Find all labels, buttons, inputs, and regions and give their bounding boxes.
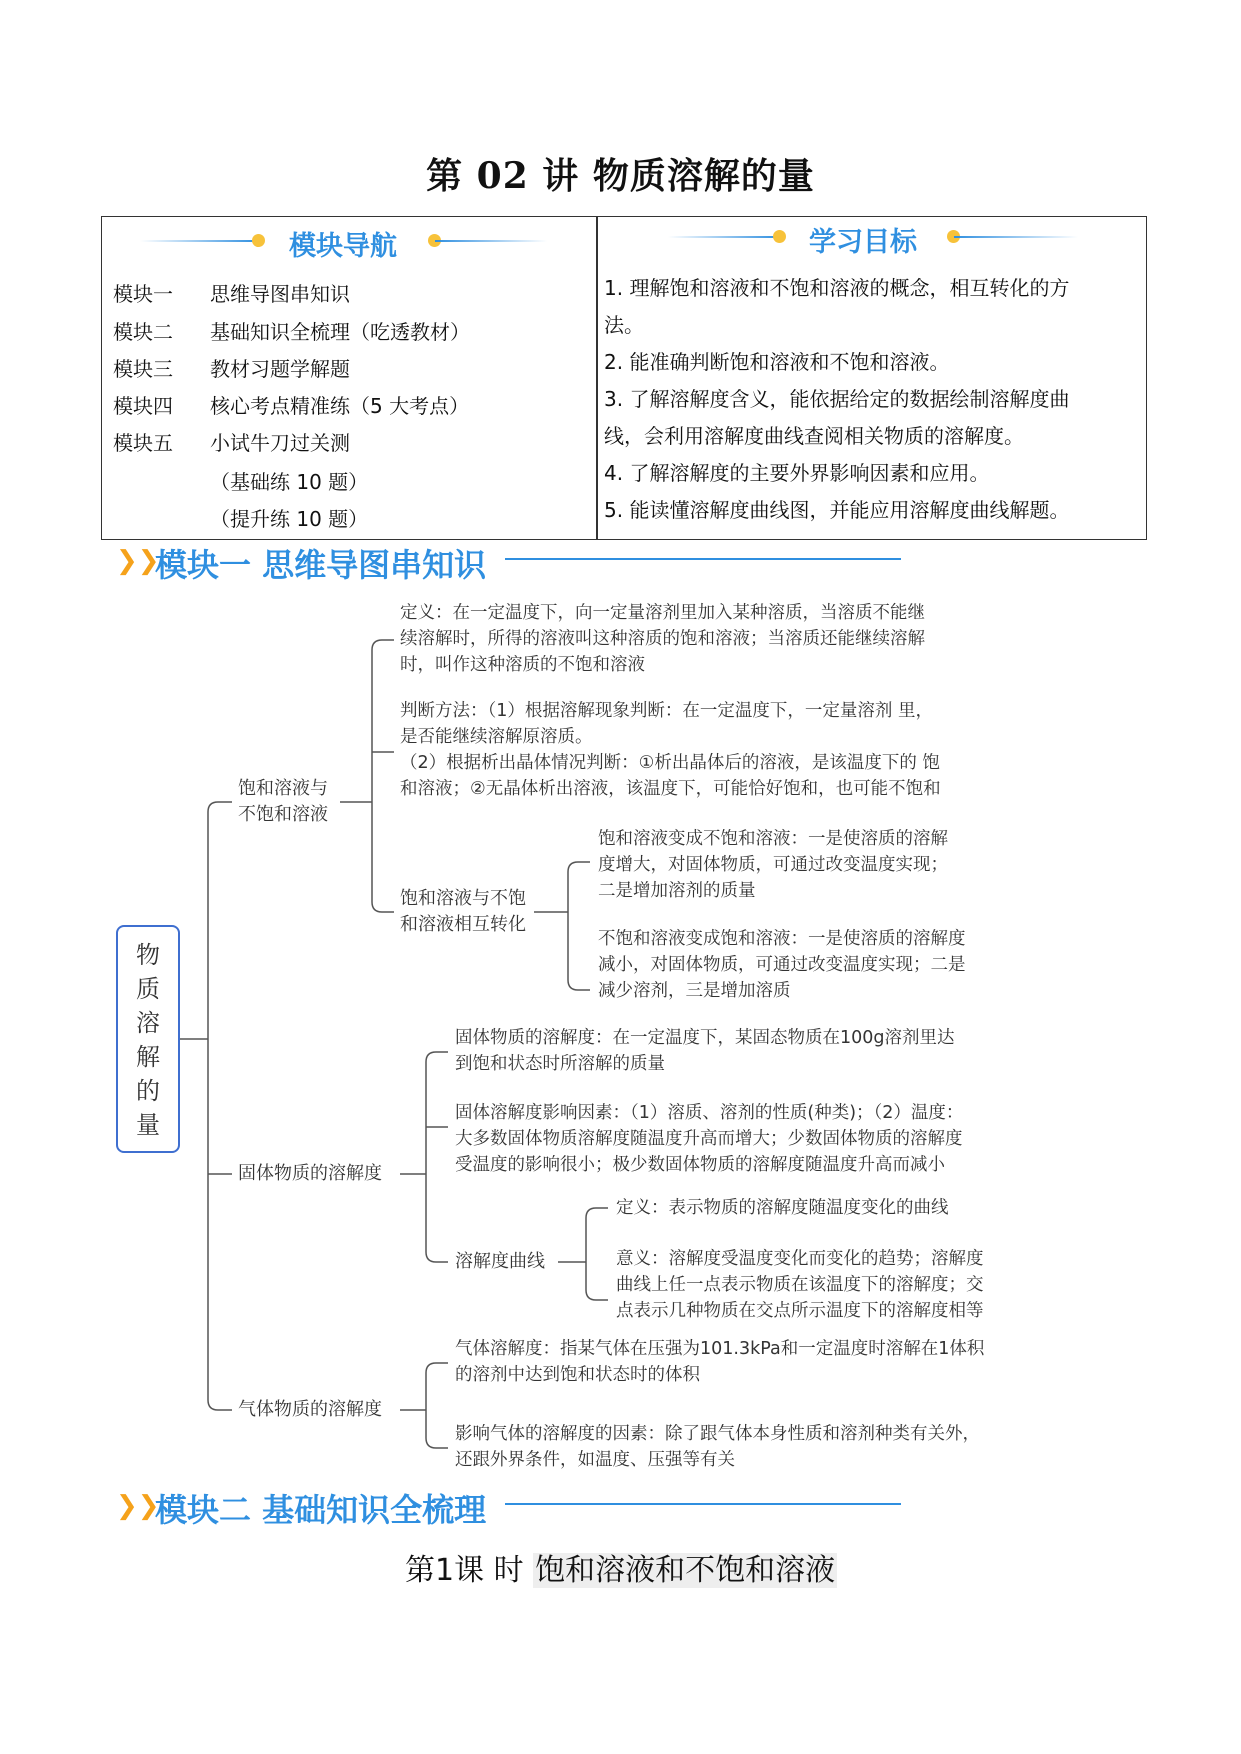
gas-solubility-factors: 影响气体的溶解度的因素：除了跟气体本身性质和溶剂种类有关外， 还跟外界条件，如温度、压强等有关 [455,1424,980,1470]
nav-item-6: （基础练 10 题） [210,470,369,494]
nav-heading: 模块导航 [289,231,397,262]
judgement-method: 判断方法：（1）根据溶解现象判断：在一定温度下，一定量溶剂 里， 是否能继续溶解原溶质。 （2）根据析出晶体情况判断：①析出晶体后的溶液，是该温度下的 饱 和溶液；②无晶体析出溶液，该温度下，可能恰好饱和，也可能不饱和 [400,701,941,799]
section-2-rule [505,1503,901,1505]
section-1-title: 模块一 思维导图串知识 [155,546,487,584]
mutual-conversion: 饱和溶液与不饱 和溶液相互转化 [400,888,526,935]
lesson-number: 第1课 时 [405,1553,524,1588]
goal-line-3: 2. 能准确判断饱和溶液和不饱和溶液。 [604,350,950,374]
nav-module-5: 模块五 [113,431,173,455]
branch-solid-solubility: 固体物质的溶解度 [238,1163,382,1184]
goals-heading: 学习目标 [809,227,917,258]
nav-item-3: 教材习题学解题 [210,357,350,381]
saturated-definition: 定义：在一定温度下，向一定量溶剂里加入某种溶质，当溶质不能继 续溶解时，所得的溶液叫这种溶质的饱和溶液；当溶质还能继续溶解 时，叫作这种溶质的不饱和溶液 [400,603,925,675]
solubility-curve: 溶解度曲线 [455,1251,545,1272]
nav-module-3: 模块三 [113,357,173,381]
nav-module-1: 模块一 [113,282,173,306]
nav-item-5: 小试牛刀过关测 [210,431,350,455]
page-title: 第 02 讲 物质溶解的量 [426,155,815,197]
mindmap-root: 物 质 溶 解 的 量 [136,941,160,1139]
nav-item-2: 基础知识全梳理（吃透教材） [210,320,470,344]
goal-line-1: 1. 理解饱和溶液和不饱和溶液的概念，相互转化的方 [604,276,1070,300]
saturated-to-unsaturated: 饱和溶液变成不饱和溶液：一是使溶质的溶解 度增大，对固体物质，可通过改变温度实现； 二是增加溶剂的质量 [598,829,948,901]
solid-solubility-factors: 固体溶解度影响因素：（1）溶质、溶剂的性质(种类)；（2）温度： 大多数固体物质溶解度随温度升高而增大；少数固体物质的溶解度 受温度的影响很小；极少数固体物质的溶解度随温度升高而减小 [455,1103,964,1175]
lesson-heading [405,1545,837,1589]
double-chevron-icon: ❯❯ [116,1491,160,1521]
nav-item-4: 核心考点精准练（5 大考点） [210,394,470,418]
unsaturated-to-saturated: 不饱和溶液变成饱和溶液：一是使溶质的溶解度 减小，对固体物质，可通过改变温度实现；二是 减少溶剂，三是增加溶质 [598,929,966,1001]
curve-definition: 定义：表示物质的溶解度随温度变化的曲线 [616,1198,949,1218]
branch-saturated-solution: 饱和溶液与 不饱和溶液 [238,778,328,825]
nav-module-4: 模块四 [113,394,173,418]
curve-meaning: 意义：溶解度受温度变化而变化的趋势；溶解度 曲线上任一点表示物质在该温度下的溶解度；交 点表示几种物质在交点所示温度下的溶解度相等 [616,1249,984,1321]
branch-gas-solubility: 气体物质的溶解度 [238,1399,382,1420]
solid-solubility-definition: 固体物质的溶解度：在一定温度下，某固态物质在100g溶剂里达 到饱和状态时所溶解的质量 [455,1028,955,1074]
goal-line-7: 5. 能读懂溶解度曲线图，并能应用溶解度曲线解题。 [604,498,1070,522]
gas-solubility-definition: 气体溶解度：指某气体在压强为101.3kPa和一定温度时溶解在1体积 的溶剂中达到饱和状态时的体积 [455,1339,985,1385]
nav-module-2: 模块二 [113,320,173,344]
section-2-title: 模块二 基础知识全梳理 [155,1491,487,1529]
nav-item-1: 思维导图串知识 [210,282,350,306]
goal-line-6: 4. 了解溶解度的主要外界影响因素和应用。 [604,461,990,485]
nav-item-7: （提升练 10 题） [210,507,369,531]
lesson-title: 饱和溶液和不饱和溶液 [535,1553,836,1588]
double-chevron-icon: ❯❯ [116,546,160,576]
goal-line-5: 线，会利用溶解度曲线查阅相关物质的溶解度。 [604,424,1024,448]
goal-line-2: 法。 [604,313,644,337]
goal-line-4: 3. 了解溶解度含义，能依据给定的数据绘制溶解度曲 [604,387,1070,411]
